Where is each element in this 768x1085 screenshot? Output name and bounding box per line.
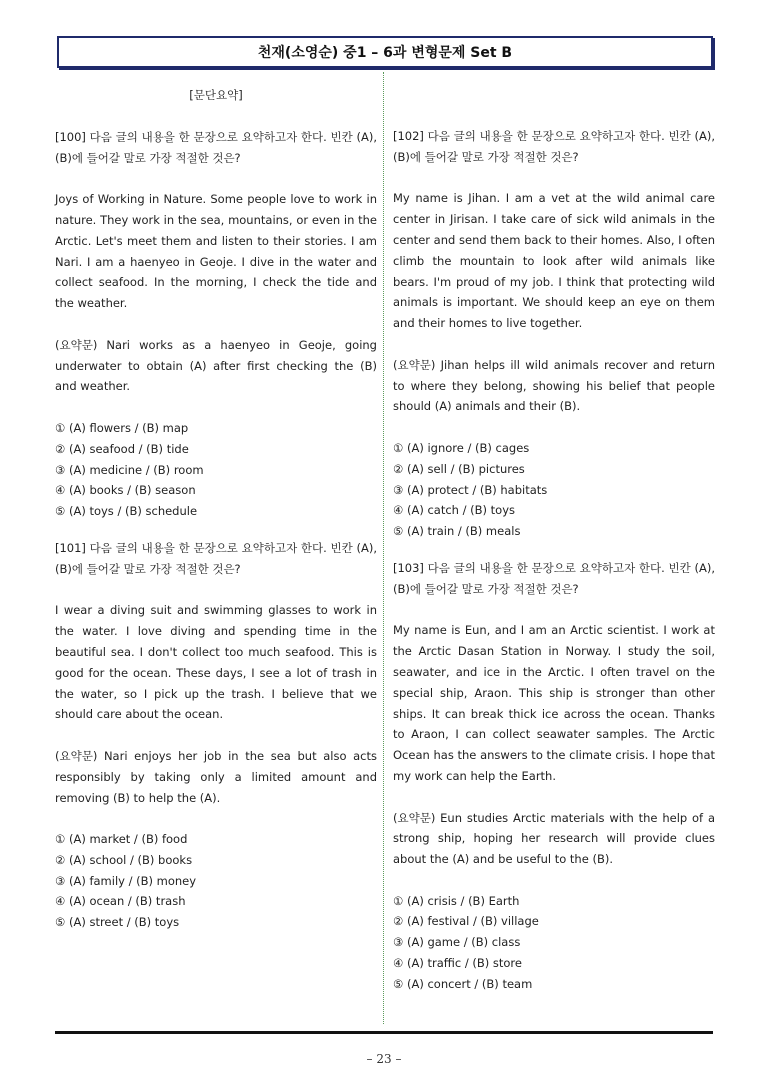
question-block-100: [55, 127, 377, 522]
answer-option-2: ② (A) seafood / (B) tide: [55, 441, 189, 456]
answer-options: [393, 891, 715, 995]
summary-sentence: (요약문) Eun studies Arctic materials with the help of a strong ship, hoping her research will provide clues about the (A) and be useful to the (B).: [393, 810, 715, 867]
answer-option-4: ④ (A) ocean / (B) trash: [55, 894, 186, 909]
section-label: [문단요약]: [189, 88, 243, 102]
answer-option-3: ③ (A) game / (B) class: [393, 935, 521, 950]
answer-option-2: ② (A) festival / (B) village: [393, 914, 539, 929]
answer-options: [55, 418, 377, 522]
answer-option-4: ④ (A) books / (B) season: [55, 483, 196, 498]
left-column: [55, 85, 377, 933]
answer-option-2: ② (A) sell / (B) pictures: [393, 461, 525, 476]
answer-option-1: ① (A) ignore / (B) cages: [393, 440, 530, 455]
page-number: – 23 –: [366, 1052, 402, 1066]
answer-option-4: ④ (A) catch / (B) toys: [393, 503, 515, 518]
question-prompt: [103] 다음 글의 내용을 한 문장으로 요약하고자 한다. 빈칸 (A), (B)에 들어갈 말로 가장 적절한 것은?: [393, 560, 715, 596]
question-block-101: [55, 538, 377, 933]
question-passage: I wear a diving suit and swimming glasses to work in the water. I love diving and spending time in the beautiful sea. I don't collect too much seafood. This is good for the ocean. These days, I see a lot of trash in the water, so I pick up the trash. I believe that we should care about the ocean.: [55, 603, 377, 722]
footer-rule: [55, 1031, 713, 1034]
question-passage: My name is Eun, and I am an Arctic scientist. I work at the Arctic Dasan Station in Norway. I study the soil, seawater, and ice in the Arctic. I often travel on the special ship, Araon. This ship is stronger than other ships. It can break thick ice across the ocean. Thanks to Araon, I can collect seawater samples. The Arctic Ocean has the answers to the climate crisis. I hope that my work can help the Earth.: [393, 623, 715, 783]
answer-option-3: ③ (A) protect / (B) habitats: [393, 482, 548, 497]
answer-options: [393, 438, 715, 542]
answer-option-3: ③ (A) medicine / (B) room: [55, 462, 204, 477]
column-divider: [383, 72, 384, 1024]
answer-option-3: ③ (A) family / (B) money: [55, 873, 197, 888]
summary-sentence: (요약문) Jihan helps ill wild animals recover and return to where they belong, showing his belief that people should (A) animals and their (B).: [393, 357, 715, 414]
question-prompt: [102] 다음 글의 내용을 한 문장으로 요약하고자 한다. 빈칸 (A), (B)에 들어갈 말로 가장 적절한 것은?: [393, 129, 715, 164]
question-prompt: [100] 다음 글의 내용을 한 문장으로 요약하고자 한다. 빈칸 (A), (B)에 들어갈 말로 가장 적절한 것은?: [55, 129, 377, 165]
question-prompt: [101] 다음 글의 내용을 한 문장으로 요약하고자 한다. 빈칸 (A), (B)에 들어갈 말로 가장 적절한 것은?: [55, 540, 377, 576]
page-title: 천재(소영순) 중1 – 6과 변형문제 Set B: [57, 36, 713, 68]
summary-sentence: (요약문) Nari enjoys her job in the sea but also acts responsibly by taking only a limited amount and removing (B) to help the (A).: [55, 748, 377, 805]
answer-option-5: ⑤ (A) concert / (B) team: [393, 976, 533, 991]
right-column: [393, 85, 715, 995]
answer-option-1: ① (A) flowers / (B) map: [55, 420, 189, 435]
answer-option-4: ④ (A) traffic / (B) store: [393, 956, 522, 971]
answer-option-1: ① (A) crisis / (B) Earth: [393, 893, 520, 908]
answer-option-2: ② (A) school / (B) books: [55, 852, 193, 867]
answer-option-5: ⑤ (A) train / (B) meals: [393, 524, 521, 539]
summary-sentence: (요약문) Nari works as a haenyeo in Geoje, going underwater to obtain (A) after first checking the (B) and weather.: [55, 337, 377, 394]
question-passage: My name is Jihan. I am a vet at the wild animal care center in Jirisan. I take care of sick wild animals in the center and send them back to their homes. Also, I often climb the mountain to look after wild animals like bears. I'm proud of my job. I think that protecting wild animals is important. We should keep an eye on them and their homes to live together.: [393, 191, 715, 331]
answer-options: [55, 829, 377, 933]
question-block-102: [393, 126, 715, 542]
answer-option-1: ① (A) market / (B) food: [55, 832, 188, 847]
question-block-103: [393, 558, 715, 995]
answer-option-5: ⑤ (A) toys / (B) schedule: [55, 504, 198, 519]
question-passage: Joys of Working in Nature. Some people love to work in nature. They work in the sea, mountains, or even in the Arctic. Let's meet them and listen to their stories. I am Nari. I am a haenyeo in Geoje. I dive in the water and collect seafood. In the morning, I check the tide and the weather.: [55, 192, 377, 311]
answer-option-5: ⑤ (A) street / (B) toys: [55, 915, 180, 930]
